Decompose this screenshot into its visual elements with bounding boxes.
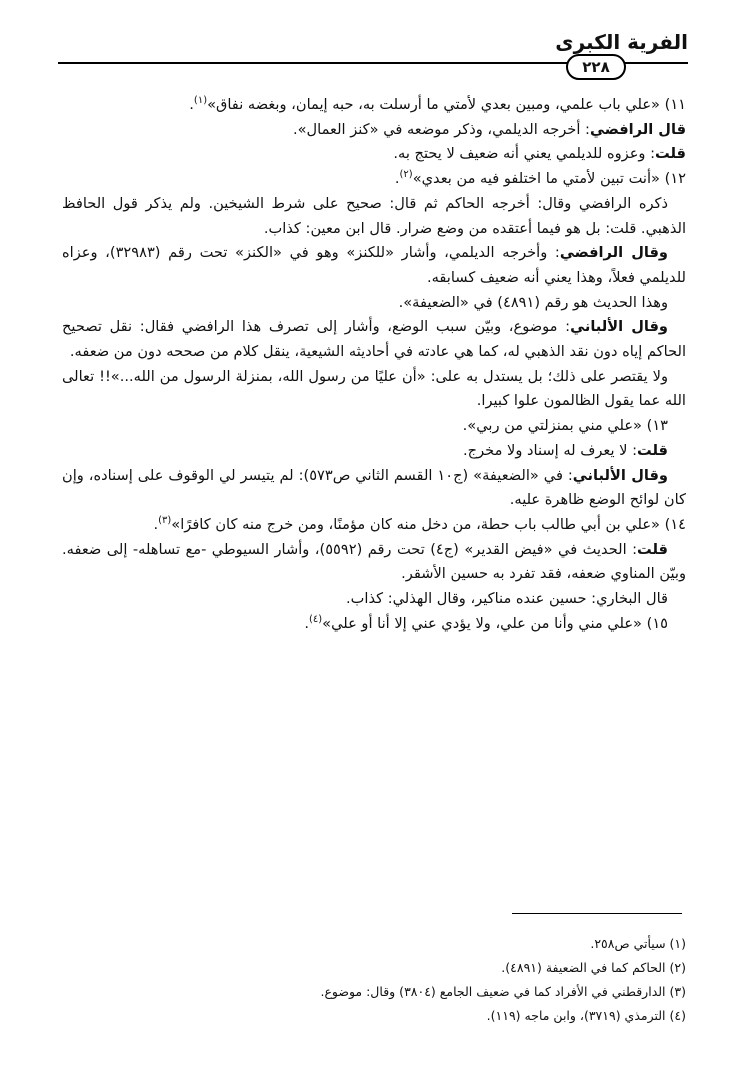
paragraph-lead: وقال الألباني [570,318,668,336]
paragraph [62,365,686,414]
paragraph-text: : في «الضعيفة» (ج١٠ القسم الثاني ص٥٧٣): لم يتيسر لي الوقوف على إسناده، وإن كان لوائح الوضع ظاهرة عليه. [62,466,686,509]
book-title: الفرية الكبرى [555,30,688,54]
page-body [62,93,686,636]
paragraph-lead: قلت [655,145,686,163]
paragraph-tail: . [304,614,309,632]
paragraph-text: : الحديث في «فيض القدير» (ج٤) تحت رقم (٥٥٩٢)، وأشار السيوطي -مع تساهله- إلى ضعفه. وبيّن المناوي ضعفه، فقد تفرد به حسين الأشقر. [62,540,686,583]
paragraph [62,513,686,538]
paragraph-lead: قال الرافضي [589,120,686,138]
footnote-ref: (٣) [158,515,172,527]
paragraph [62,587,686,612]
paragraph-text: : وعزوه للديلمي يعني أنه ضعيف لا يحتج به. [393,145,656,163]
paragraph-text: : وأخرجه الديلمي، وأشار «للكنز» وهو في «الكنز» تحت رقم (٣٢٩٨٣)، وعزاه للديلمي فعلاً، وهذا يعني أنه ضعيف كسابقه. [62,244,686,286]
paragraph [62,414,686,439]
paragraph-text: قال البخاري: حسين عنده مناكير، وقال الهذلي: كذاب. [346,590,668,608]
paragraph [62,142,686,167]
footnote-ref: (١) [193,95,208,107]
paragraph-lead: قلت [637,540,668,558]
paragraph-text: ذكره الرافضي وقال: أخرجه الحاكم ثم قال: صحيح على شرط الشيخين. ولم يذكر قول الحافظ الذهبي. قلت: بل هو فيما أعتقده من وضع ضرار. قال ابن معين: كذاب. [62,194,686,237]
paragraph [62,538,686,587]
paragraph-text: : أخرجه الديلمي، وذكر موضعه في «كنز العمال». [292,120,590,138]
footnote-ref: (٢) [399,169,413,181]
paragraph-lead: وقال الألباني [572,466,668,484]
paragraph-text: ١٢) «أنت تبين لأمتي ما اختلفو فيه من بعدي» [412,170,686,188]
footnote-separator [512,913,682,914]
paragraph-text: ١١) «علي باب علمي، ومبين بعدي لأمتي ما أرسلت به، حبه إيمان، وبغضه نفاق» [207,96,686,113]
paragraph [62,612,686,637]
paragraph-tail: . [189,96,194,113]
paragraph-text: : موضوع، وبيّن سبب الوضع، وأشار إلى تصرف هذا الرافضي فقال: نقل تصحيح الحاكم إياه دون نقد الذهبي له، كما هي عادته في أحاديثه الشيعية، ينقل كلام من صححه دون من ضعفه. [62,318,686,361]
paragraph-text: ١٤) «علي بن أبي طالب باب حطة، من دخل منه كان مؤمنًا، ومن خرج منه كان كافرًا» [171,515,686,533]
footnote: (٤) الترمذي (٣٧١٩)، وابن ماجه (١١٩). [486,1008,686,1023]
footnote: (٢) الحاكم كما في الضعيفة (٤٨٩١). [501,960,686,975]
paragraph [62,291,686,316]
paragraph-text: ١٣) «علي مني بمنزلتي من ربي». [462,417,668,435]
paragraph [62,93,686,118]
paragraph-lead: وقال الرافضي [559,244,668,262]
paragraph-text: وهذا الحديث هو رقم (٤٨٩١) في «الضعيفة». [398,293,668,311]
paragraph [62,315,686,364]
footnote: (١) سيأتي ص٢٥٨. [590,936,686,951]
footnote-ref: (٤) [308,613,323,625]
page-number: ٢٢٨ [566,54,626,80]
paragraph-tail: . [153,515,159,533]
paragraph [62,118,686,143]
paragraph [62,464,686,513]
paragraph [62,167,686,192]
paragraph [62,241,686,290]
paragraph-text: ١٥) «علي مني وأنا من علي، ولا يؤدي عني إلا أنا أو علي» [322,614,668,632]
paragraph-text: ولا يقتصر على ذلك؛ بل يستدل به على: «أن عليًا من رسول الله، بمنزلة الرسول من الله...»!! تعالى الله عما يقول الظالمون علوا كبيرا. [62,367,686,410]
footnote: (٣) الدارقطني في الأفراد كما في ضعيف الجامع (٣٨٠٤) وقال: موضوع. [320,984,686,999]
paragraph-text: : لا يعرف له إسناد ولا مخرج. [463,441,638,459]
paragraph [62,192,686,241]
footnotes [62,932,686,1028]
paragraph-tail: . [394,170,400,188]
paragraph [62,439,686,464]
paragraph-lead: قلت [637,441,668,459]
